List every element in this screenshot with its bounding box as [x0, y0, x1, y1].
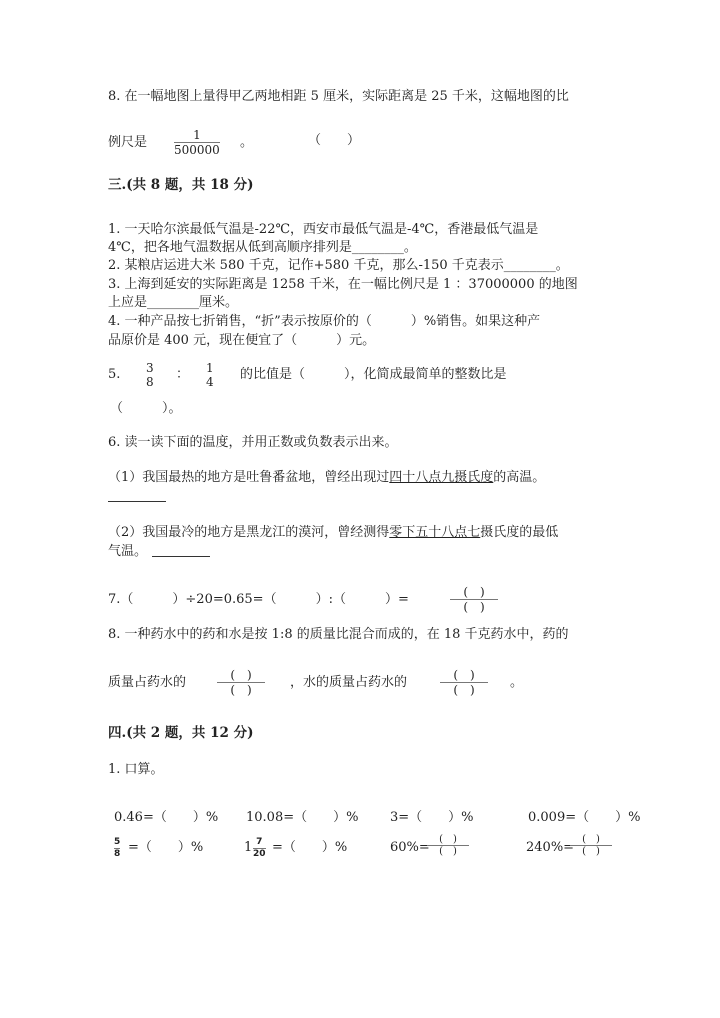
q1-line1: 1. 一天哈尔滨最低气温是-22℃，西安市最低气温是-4℃，香港最低气温是: [108, 222, 539, 237]
numerator: ( ): [453, 668, 475, 682]
calc-item: 10.08=（ ）%: [246, 810, 359, 825]
denominator: ( ): [582, 846, 600, 857]
underlined-text: 四十八点九摄氏度: [389, 470, 494, 485]
numerator: ( ): [439, 834, 457, 845]
q3-line1: 3. 上海到延安的实际距离是 1258 千米，在一幅比例尺是 1 ：37000000 的地图: [108, 277, 578, 292]
mixed-whole: 1: [244, 840, 253, 855]
q8-period: 。: [510, 675, 524, 690]
denominator: 20: [253, 849, 266, 859]
colon: ：: [176, 367, 190, 382]
denominator: 500000: [174, 143, 220, 157]
question-8-line2-prefix: 例尺是: [108, 135, 148, 150]
q4-line2: 品原价是 400 元，现在便宜了（ ）元。: [108, 333, 376, 348]
numerator: 5: [114, 837, 121, 847]
q6-part2-line2: 气温。: [108, 544, 148, 559]
fraction-3-8: [146, 361, 154, 389]
denominator: 8: [146, 375, 154, 389]
q5-line2: （ ）。: [110, 401, 182, 416]
q6-part1: [108, 469, 545, 487]
period: 。: [240, 135, 254, 150]
section-4-heading: 四.(共 2 题，共 12 分): [108, 725, 254, 741]
q1-line2: 4℃，把各地气温数据从低到高顺序排列是________。: [108, 240, 417, 255]
denominator: 4: [206, 375, 214, 389]
question-8-line1: 8. 在一幅地图上量得甲乙两地相距 5 厘米，实际距离是 25 千米，这幅地图的比: [108, 89, 569, 104]
calc-item: 0.46=（ ）%: [114, 810, 219, 825]
answer-paren: （ ）: [308, 133, 361, 148]
text: （2）我国最冷的地方是黑龙江的漠河，曾经测得: [108, 525, 390, 540]
fraction-blank: [570, 834, 612, 857]
numerator: 1: [193, 128, 201, 142]
fraction-1-4: [206, 361, 214, 389]
calc-item: 240%=: [526, 840, 575, 855]
numerator: 1: [206, 361, 214, 375]
q7: 7.（ ）÷20=0.65=（ ）:（ ）=: [108, 592, 409, 607]
fraction-blank: [427, 834, 469, 857]
denominator: ( ): [230, 683, 252, 697]
fraction-blank: [450, 585, 498, 614]
text: 的高温。: [493, 470, 546, 485]
fraction-7-20: [253, 837, 266, 860]
numerator: 3: [146, 361, 154, 375]
fraction-blank: [440, 668, 488, 697]
denominator: ( ): [453, 683, 475, 697]
denominator: 8: [114, 849, 121, 859]
calc-item: =（ ）%: [128, 840, 204, 855]
q5-number: 5.: [108, 367, 121, 382]
q8-line1: 8. 一种药水中的药和水是按 1:8 的质量比混合而成的，在 18 千克药水中，药的: [108, 627, 569, 642]
q2: 2. 某粮店运进大米 580 千克，记作+580 千克，那么-150 千克表示________。: [108, 258, 569, 273]
numerator: ( ): [230, 668, 252, 682]
calc-item: =（ ）%: [272, 840, 348, 855]
q8-line2-a: 质量占药水的: [108, 675, 187, 690]
numerator: ( ): [582, 834, 600, 845]
numerator: ( ): [463, 585, 485, 599]
answer-blank: [108, 501, 166, 502]
calc-item: 60%=: [390, 840, 430, 855]
q5-text: 的比值是（ ），化简成最简单的整数比是: [240, 367, 507, 382]
calc-item: 3=（ ）%: [390, 810, 474, 825]
fraction-blank: [217, 668, 265, 697]
q6-part2: [108, 524, 558, 542]
fraction: [174, 128, 220, 157]
answer-blank: [152, 556, 210, 557]
calc-item: 0.009=（ ）%: [528, 810, 641, 825]
q4-line1: 4. 一种产品按七折销售，“折”表示按原价的（ ）%销售。如果这种产: [108, 314, 541, 329]
numerator: 7: [256, 837, 263, 847]
section-3-heading: 三.(共 8 题，共 18 分): [108, 177, 254, 193]
denominator: ( ): [463, 600, 485, 614]
fraction-5-8: [114, 837, 120, 860]
text: 摄氏度的最低: [480, 525, 559, 540]
underlined-text: 零下五十八点七: [389, 525, 481, 540]
q8-line2-b: ，水的质量占药水的: [290, 675, 408, 690]
q1-mental-math: 1. 口算。: [108, 762, 164, 777]
q6: 6. 读一读下面的温度，并用正数或负数表示出来。: [108, 435, 398, 450]
text: （1）我国最热的地方是吐鲁番盆地，曾经出现过: [108, 470, 390, 485]
denominator: ( ): [439, 846, 457, 857]
q3-line2: 上应是________厘米。: [108, 295, 239, 310]
